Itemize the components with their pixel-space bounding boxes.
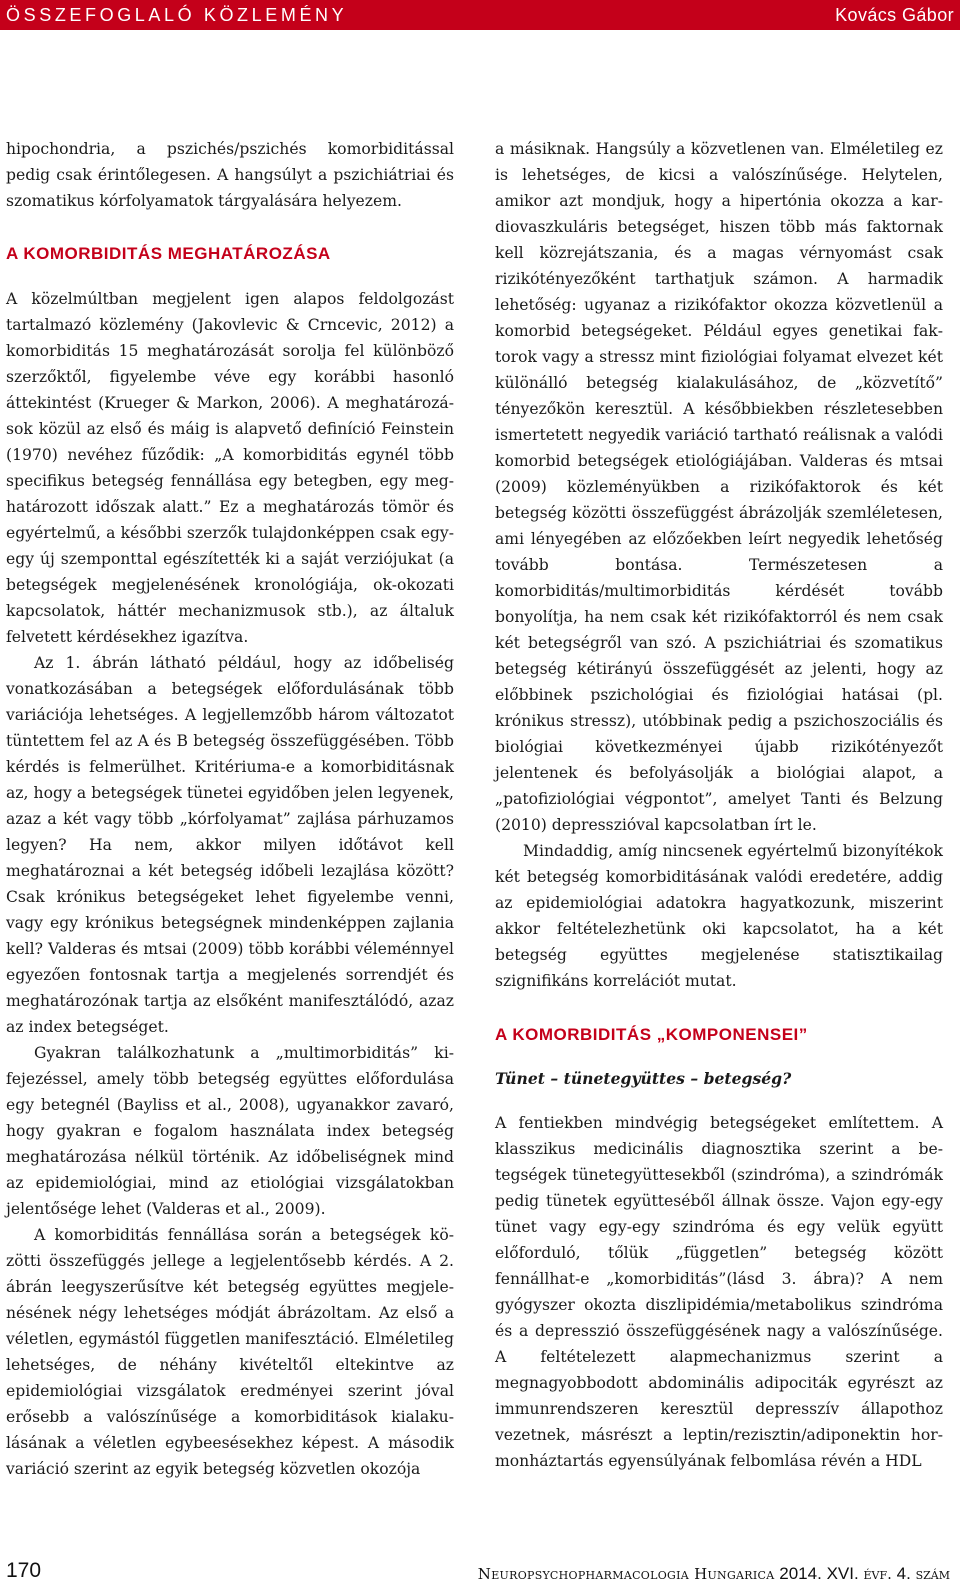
page-number: 170 — [6, 1559, 42, 1582]
left-column — [6, 136, 454, 1482]
journal-citation — [478, 1562, 950, 1586]
section-title: ÖSSZEFOGLALÓ KÖZLEMÉNY — [6, 5, 348, 25]
definition-heading: A KOMORBIDITÁS MEGHATÁROZÁSA — [6, 244, 331, 263]
page-header — [0, 0, 960, 30]
components-heading: A KOMORBIDITÁS „KOMPONENSEI” — [495, 1025, 808, 1044]
body-paragraph: A komorbiditás fennállása során a betegségek közötti összefüggés jellege a legjelentősebb kérdés. A 2. ábrán leegyszerűsítve két betegség együttes megjelenésének négy lehetséges módját ábrázoltam. Az első a véletlen, egymástól független manifesztáció. Elméletileg lehetséges, de néhány kivételtől eltekintve az epidemiológiai vizsgálatok eredményei szerint jóval erősebb a valószínűsége a komorbiditások kialakulásának a véletlen egybeesésekhez képest. A második variáció szerint az egyik betegség közvetlen okozója — [6, 1226, 454, 1478]
body-paragraph: Az 1. ábrán látható például, hogy az időbeliség vonatkozásában a betegségek előfordulásának több variációja lehetséges. A legjellemzőbb három változatot tüntettem fel az A és B betegség összefüggésében. Több kérdés is felmerülhet. Kritériuma-e a komorbiditásnak az, hogy a betegségek tünetei egyidőben jelen legyenek, azaz a két vagy több „kórfolyamat” zajlása párhuzamos legyen? Ha nem, akkor milyen időtávot kell meghatároznai a két betegség időbeli lezajlása között? Csak krónikus betegségeket lehet figyelembe venni, vagy egy krónikus betegségnek mindenképpen zajlania kell? Valderas és mtsai (2009) több korábbi véleménnyel egyezően fontosnak tartja a megjelenés sorrendjét és meghatározónak tartja az elsőként manifesztálódó, azaz az index betegséget. — [6, 654, 454, 1036]
intro-paragraph: hipochondria, a pszichés/pszichés komorbiditással pedig csak érintőlegesen. A hangsúlyt a pszichiátriai és szomatikus kórfolyamatok tárgyalására helyezem. — [6, 140, 454, 210]
right-column — [495, 136, 943, 1474]
volume-label: évf. — [863, 1565, 892, 1583]
author-name: Kovács Gábor — [835, 5, 954, 25]
continued-paragraph: a másiknak. Hangsúly a közvetlenen van. Elméletileg ez is lehetséges, de kicsi a valószínűsége. Helytelen, amikor azt mondjuk, hogy a hipertónia okozza a kardiovaszkuláris betegséget, hiszen több más faktornak kell közrejátszania, és a magas vérnyomást csak rizikótényezőként tarthatjuk számon. A harmadik lehetőség: ugyanaz a rizikófaktor okozza közvetlenül a komorbid betegségeket. Például egyes genetikai faktorok vagy a stressz mint fiziológiai folyamat elvezet két különálló betegség kialakulásához, de „közvetítő” tényezőkön keresztül. A későbbiekben részletesebben ismertetett negyedik variáció tartható reálisnak a valódi komorbid betegségek etiológiájában. Valderas és mtsai (2009) közleményükben a rizikófaktorok és két betegség közötti összefüggést ábrázolják szemléletesen, ami lényegében az előzőekben leírt negyedik lehetőség tovább bontása. Természetesen a komorbiditás/multimorbiditás kérdését tovább bonyolítja, ha nem csak két rizikófaktorról és nem csak két betegségről van szó. A pszichiátriai és szomatikus betegség kétirányú összefüggését az jelenti, hogy az előbbinek pszichológiai és fiziológiai hatásai (pl. krónikus stressz), utóbbinak pedig a pszichoszociális és biológiai következményei újabb rizikótényezőt jelentenek és befolyásolják a biológiai alapot, a „patofiziológiai végpontot”, amelyet Tanti és Belzung (2010) depresszióval kapcsolatban írt le. — [495, 140, 943, 834]
body-paragraph: A közelmúltban megjelent igen alapos feldolgozást tartalmazó közlemény (Jakovlevic & Crncevic, 2012) a komorbiditás 15 meghatározását sorolja fel különböző szerzőktől, figyelembe véve egy korábbi hasonló áttekintést (Krueger & Markon, 2006). A meghatározások közül az első és máig is alapvető definíció Feinstein (1970) nevéhez fűződik: „A komorbiditás egynél több specifikus betegség fennállása egy betegben, egy meghatározott időszak alatt.” Ez a meghatározás tömör és egyértelmű, a későbbi szerzők tulajdonképpen csak egy-egy új szemponttal egészítették ki a saját verziójukat (a betegségek megjelenésének kronológiája, ok-okozati kapcsolatok, háttér mechanizmusok stb.), az általuk felvetett kérdésekhez igazítva. — [6, 290, 454, 646]
components-subheading: Tünet – tünetegyüttes – betegség? — [495, 1069, 792, 1088]
body-paragraph: A fentiekben mindvégig betegségeket említettem. A klasszikus medicinális diagnosztika szerint a betegségek tünetegyüttesekből (szindróma), a szindrómák pedig tünetek együtteséből állnak össze. Vajon egy-egy tünet vagy egy-egy szindróma és egy velük együtt előforduló, tőlük „független” betegség között fennállhat-e „komorbiditás”(lásd 3. ábra)? A nem gyógyszer okozta diszlipidémia/metabolikus szindróma és a depresszió összefüggésének nagy a valószínűsége. A feltételezett alapmechanizmus szerint a megnagyobbodott abdominális adipociták egyrészt az immunrendszeren keresztül depresszív állapothoz vezetnek, másrészt a leptin/rezisztin/adiponektin hormonháztartás egyensúlyának felbomlása révén a HDL — [495, 1114, 943, 1470]
journal-volume: XVI. — [826, 1564, 859, 1583]
issue-label: szám — [915, 1565, 950, 1583]
summary-paragraph: Mindaddig, amíg nincsenek egyértelmű bizonyítékok két betegség komorbiditásának valódi eredetére, addig az epidemiológiai adatokra hagyatkozunk, miszerint akkor feltételezhetünk oki kapcsolatot, ha a két betegség együttes megjelenése statisztikailag szignifikáns korrelációt mutat. — [495, 842, 943, 990]
journal-year: 2014. — [779, 1564, 822, 1583]
journal-issue: 4. — [896, 1564, 911, 1583]
journal-name: Neuropsychopharmacologia Hungarica — [477, 1565, 775, 1583]
body-paragraph: Gyakran találkozhatunk a „multimorbiditás” kifejezéssel, amely több betegség együttes előfordulása egy betegnél (Bayliss et al., 2008), ugyanakkor zavaró, hogy gyakran e fogalom használata index betegség meghatározása nélkül történik. Az időbeliségnek mind az epidemiológiai, mind az etiológiai vizsgálatokban jelentősége lehet (Valderas et al., 2009). — [6, 1044, 454, 1218]
